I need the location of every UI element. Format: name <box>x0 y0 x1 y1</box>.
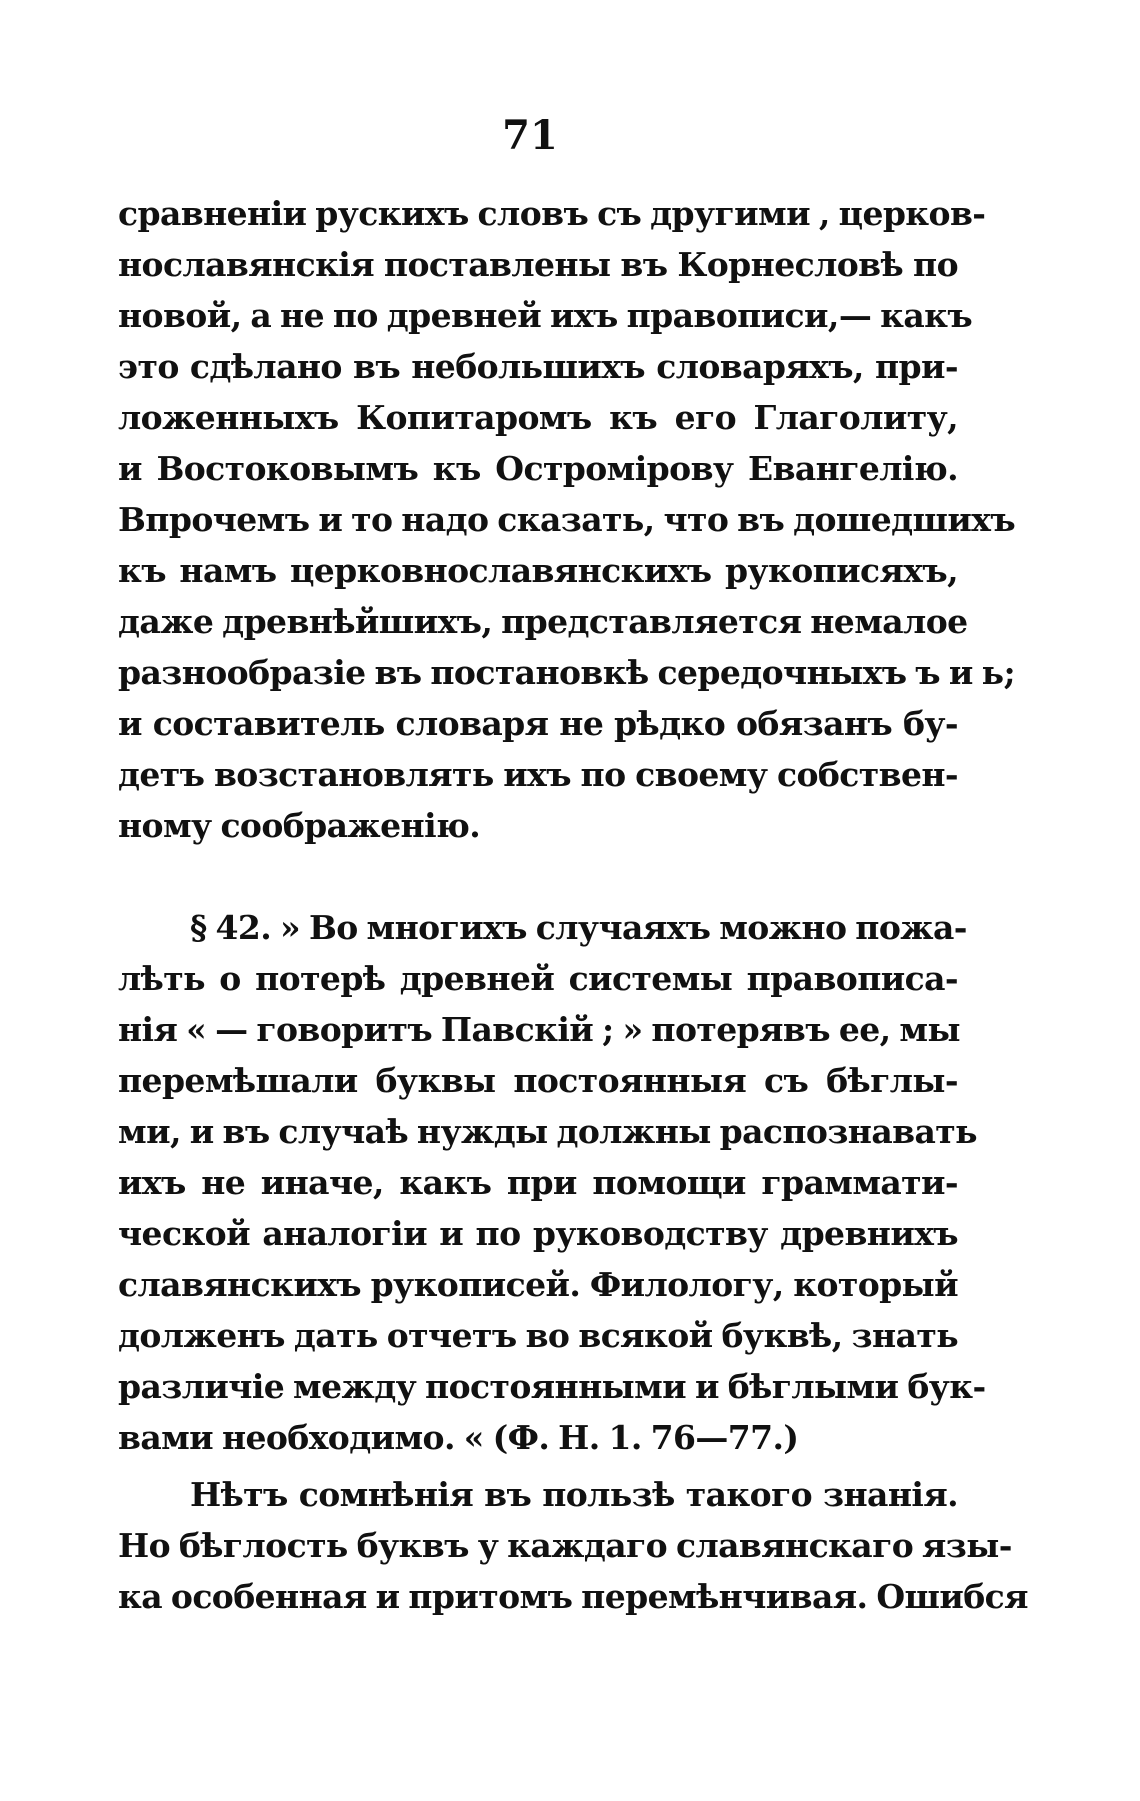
text-column <box>118 188 1028 1622</box>
paragraph-gap <box>118 851 958 902</box>
text-line: разнообразіе въ постановкѣ середочныхъ ъ и ь; <box>118 653 1016 692</box>
text-line: различіе между постоянными и бѣглыми бук- <box>118 1367 986 1406</box>
text-line: перемѣшали буквы постоянныя съ бѣглы- <box>118 1061 958 1100</box>
text-line: сравненіи рускихъ словъ съ другими , церков- <box>118 194 986 233</box>
text-line: вами необходимо. « (Ф. Н. 1. 76—77.) <box>118 1418 799 1457</box>
text-line: даже древнѣйшихъ, представляется немалое <box>118 602 968 641</box>
text-line: детъ возстановлять ихъ по своему собствен- <box>118 755 958 794</box>
text-line: ми, и въ случаѣ нужды должны распознавать <box>118 1112 977 1151</box>
text-line: и составитель словаря не рѣдко обязанъ бу- <box>118 704 958 743</box>
text-line: ческой аналогіи и по руководству древнихъ <box>118 1214 958 1253</box>
text-line: § 42. » Во многихъ случаяхъ можно пожа- <box>190 908 967 947</box>
text-line: нія « — говоритъ Павскій ; » потерявъ ее, мы <box>118 1010 960 1049</box>
page-number: 71 <box>502 112 558 159</box>
text-line: славянскихъ рукописей. Филологу, который <box>118 1265 958 1304</box>
text-line: ихъ не иначе, какъ при помощи граммати- <box>118 1163 958 1202</box>
text-line: лѣть о потерѣ древней системы правописа- <box>118 959 958 998</box>
text-line: новой, а не по древней ихъ правописи,— какъ <box>118 296 973 335</box>
paragraph-3 <box>118 1469 1028 1622</box>
text-line: Но бѣглость буквъ у каждаго славянскаго язы- <box>118 1526 1012 1565</box>
paragraph-2 <box>118 902 986 1463</box>
text-line: и Востоковымъ къ Остромірову Евангелію. <box>118 449 958 488</box>
text-line: Впрочемъ и то надо сказать, что въ дошедшихъ <box>118 500 1016 539</box>
text-line: ному соображенію. <box>118 806 481 845</box>
text-line: ка особенная и притомъ перемѣнчивая. Ошибся <box>118 1577 1028 1616</box>
text-line: ложенныхъ Копитаромъ къ его Глаголиту, <box>118 398 958 437</box>
text-line: Нѣтъ сомнѣнія въ пользѣ такого знанія. <box>190 1475 958 1514</box>
text-line: это сдѣлано въ небольшихъ словаряхъ, при- <box>118 347 958 386</box>
paragraph-1 <box>118 188 1016 851</box>
text-line: къ намъ церковнославянскихъ рукописяхъ, <box>118 551 958 590</box>
text-line: нославянскія поставлены въ Корнесловѣ по <box>118 245 958 284</box>
text-line: долженъ дать отчетъ во всякой буквѣ, знать <box>118 1316 958 1355</box>
